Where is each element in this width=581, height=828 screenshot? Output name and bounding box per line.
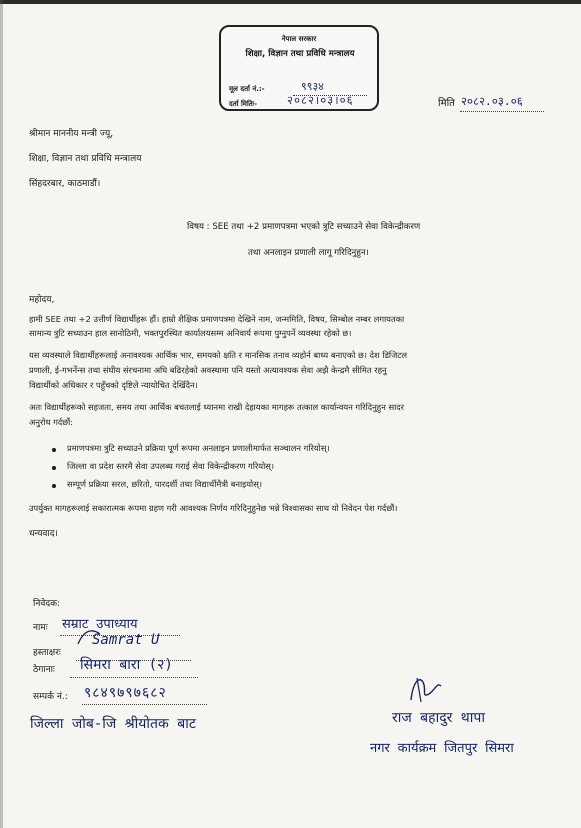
subject-line-1: विषय : SEE तथा +2 प्रमाणपत्रमा भएको त्रुटि सच्याउने सेवा विकेन्द्रीकरण [187, 222, 421, 232]
receiver-signature-icon [405, 672, 445, 708]
applicant-signature-label: हस्ताक्षरः [33, 648, 61, 658]
handwritten-note: जिल्ला जोब-जि श्रीयोतक बाट [30, 716, 196, 732]
applicant-address-value: सिमरा बारा (२) [80, 657, 173, 673]
date-underline [460, 110, 544, 112]
list-bullet [52, 484, 56, 488]
addressee-line-2: शिक्षा, विज्ञान तथा प्रविधि मन्त्रालय [29, 154, 142, 164]
stamp-reg-label: मूल दर्ता नं.:- [229, 85, 265, 93]
applicant-contact-value: ९८४९७९७६८२ [84, 685, 167, 701]
stamp-office: शिक्षा, विज्ञान तथा प्रविधि मन्त्रालय [245, 49, 355, 59]
receiver-title: नगर कार्यक्रम जितपुर सिमरा [370, 741, 514, 756]
list-bullet [52, 466, 56, 470]
list-item: प्रमाणपत्रमा त्रुटि सच्याउने प्रक्रिया पूर्ण रूपमा अनलाइन प्रणालीमार्फत सञ्चालन गरियोस्। [67, 443, 330, 453]
list-item: जिल्ला वा प्रदेश स्तरमै सेवा उपलब्ध गराई सेवा विकेन्द्रीकरण गरियोस्। [67, 461, 274, 471]
paragraph-3-line-1: अतः विद्यार्थीहरूको सहजता, समय तथा आर्थिक बचतलाई ध्यानमा राखी देहायका मागहरू तत्काल कार्यान्वयन गरिदिनुहुन सादर [29, 402, 405, 412]
addressee-line-3: सिंहदरबार, काठमाडौं। [29, 179, 101, 189]
paragraph-1-line-1: हामी SEE तथा +2 उत्तीर्ण विद्यार्थीहरू हौं। हाम्रो शैक्षिक प्रमाणपत्रमा देखिने नाम, जन्ममिति, विषय, सिम्बोल नम्बर लगायतका [29, 314, 405, 324]
applicant-address-label: ठेगानाः [33, 665, 55, 675]
paragraph-1-line-2: सामान्य त्रुटि सच्याउन हाल सानोठिमी, भक्तपुरस्थित कार्यालयसम्म अनिवार्य रूपमा पुग्नुपर्ने व्यवस्था रहेको छ। [29, 328, 352, 338]
stamp-date-value: २०८२।०३।०६ [287, 93, 354, 107]
paragraph-3-line-2: अनुरोध गर्दछौं: [29, 417, 74, 427]
salutation: महोदय, [29, 295, 55, 305]
list-item: सम्पूर्ण प्रक्रिया सरल, छरितो, पारदर्शी तथा विद्यार्थीमैत्री बनाइयोस्। [67, 479, 262, 489]
contact-dotline [82, 703, 207, 705]
paragraph-2-line-2: प्रणाली, ई-गभर्नेन्स तथा संघीय संरचनामा अघि बढिरहेको अवस्थामा पनि यस्तो अत्यावश्यक सेवा अझै केन्द्रमै सीमित रहनु [29, 365, 387, 375]
paragraph-2-line-3: विद्यार्थीको अधिकार र पहुँचको दृष्टिले न्यायोचित देखिँदैन। [29, 380, 198, 390]
receiver-name: राज बहादुर थापा [392, 710, 485, 726]
applicant-name-label: नामः [33, 623, 48, 633]
stamp-date-label: दर्ता मितिः- [229, 100, 258, 108]
date-value: २०८२.०३.०६ [461, 94, 523, 108]
signature-stroke-icon [74, 626, 104, 650]
applicant-name-value: सम्राट उपाध्याय [62, 617, 138, 632]
address-dotline [70, 676, 198, 678]
addressee-line-1: श्रीमान माननीय मन्त्री ज्यू, [29, 129, 114, 139]
paragraph-2-line-1: यस व्यवस्थाले विद्यार्थीहरूलाई अनावश्यक आर्थिक भार, समयको क्षति र मानसिक तनाव व्यहोर्न बाध्य बनाएको छ। देश डिजिटल [29, 350, 408, 360]
applicant-signature-value: Samrat U [92, 632, 160, 648]
applicant-heading: निवेदक: [33, 599, 61, 609]
subject-line-2: तथा अनलाइन प्रणाली लागू गरिदिनुहुन। [248, 248, 369, 258]
scan-edge [0, 0, 581, 4]
closing-paragraph: उपर्युक्त मागहरूलाई सकारात्मक रूपमा ग्रहण गरी आवश्यक निर्णय गरिदिनुहुनेछ भन्ने विश्वासका साथ यो निवेदन पेश गर्दछौं। [29, 503, 398, 513]
registration-stamp [219, 25, 379, 111]
applicant-contact-label: सम्पर्क नं.: [33, 692, 68, 702]
stamp-reg-value: ९९३४ [301, 80, 324, 93]
stamp-header: नेपाल सरकार [281, 35, 317, 43]
date-label: मिति [438, 98, 455, 109]
scan-edge-left [0, 0, 3, 828]
list-bullet [52, 448, 56, 452]
thanks: धन्यवाद। [29, 529, 58, 539]
